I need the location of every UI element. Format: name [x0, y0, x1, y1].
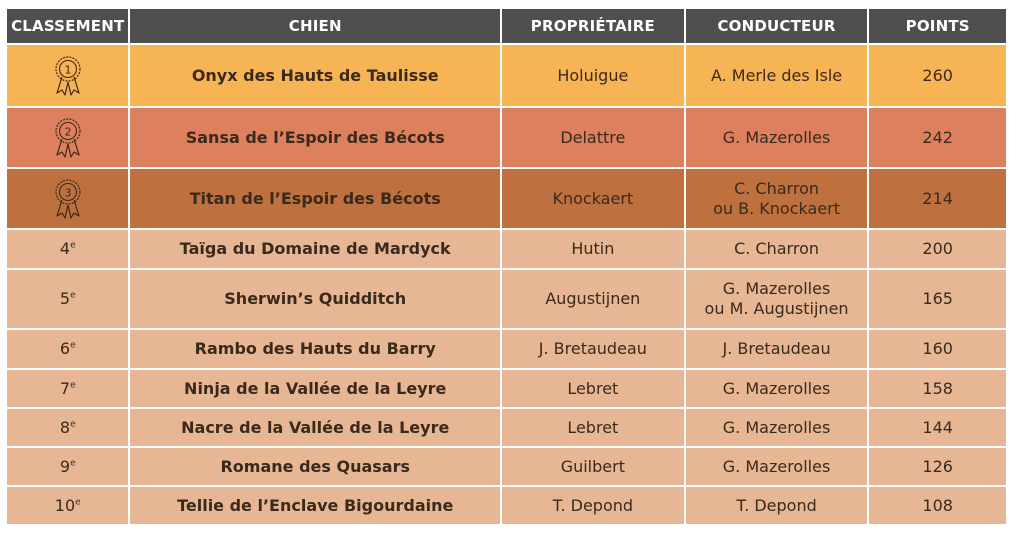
- points-value: 214: [869, 169, 1006, 228]
- owner-name: J. Bretaudeau: [502, 330, 684, 368]
- rank-cell: [7, 108, 128, 167]
- owner-name: Holuigue: [502, 45, 684, 106]
- table-row: [7, 270, 1006, 328]
- handler-name: G. Mazerolles: [686, 108, 868, 167]
- rank-cell: 4e: [7, 230, 128, 268]
- handler-name: C. Charron: [686, 230, 868, 268]
- header-dog: CHIEN: [130, 9, 499, 43]
- handler-name: G. Mazerolles: [686, 409, 868, 446]
- dog-name: Romane des Quasars: [130, 448, 499, 485]
- dog-name: Titan de l’Espoir des Bécots: [130, 169, 499, 228]
- points-value: 160: [869, 330, 1006, 368]
- rank-cell: 5e: [7, 270, 128, 328]
- points-value: 144: [869, 409, 1006, 446]
- rank-cell: 6e: [7, 330, 128, 368]
- dog-name: Sansa de l’Espoir des Bécots: [130, 108, 499, 167]
- points-value: 126: [869, 448, 1006, 485]
- medal-number: 2: [64, 125, 72, 138]
- owner-name: Delattre: [502, 108, 684, 167]
- dog-name: Ninja de la Vallée de la Leyre: [130, 370, 499, 407]
- handler-name: G. Mazerolles ou M. Augustijnen: [686, 270, 868, 328]
- medal-ribbon-icon: [53, 55, 83, 97]
- header-rank: CLASSEMENT: [7, 9, 128, 43]
- medal-number: 3: [64, 186, 72, 199]
- dog-name: Nacre de la Vallée de la Leyre: [130, 409, 499, 446]
- header-row: [7, 9, 1006, 43]
- rank-cell: 10e: [7, 487, 128, 524]
- owner-name: Guilbert: [502, 448, 684, 485]
- header-points: POINTS: [869, 9, 1006, 43]
- points-value: 108: [869, 487, 1006, 524]
- table-row: [7, 330, 1006, 368]
- points-value: 200: [869, 230, 1006, 268]
- rank-cell: 9e: [7, 448, 128, 485]
- owner-name: Lebret: [502, 409, 684, 446]
- owner-name: Hutin: [502, 230, 684, 268]
- handler-name: T. Depond: [686, 487, 868, 524]
- header-owner: PROPRIÉTAIRE: [502, 9, 684, 43]
- dog-name: Sherwin’s Quidditch: [130, 270, 499, 328]
- handler-name: G. Mazerolles: [686, 448, 868, 485]
- medal-number: 1: [64, 63, 72, 76]
- table-row: [7, 230, 1006, 268]
- table-row: [7, 370, 1006, 407]
- owner-name: T. Depond: [502, 487, 684, 524]
- points-value: 242: [869, 108, 1006, 167]
- rank-cell: [7, 169, 128, 228]
- dog-name: Onyx des Hauts de Taulisse: [130, 45, 499, 106]
- medal-ribbon-icon: [53, 178, 83, 220]
- dog-name: Taïga du Domaine de Mardyck: [130, 230, 499, 268]
- points-value: 158: [869, 370, 1006, 407]
- owner-name: Knockaert: [502, 169, 684, 228]
- dog-name: Rambo des Hauts du Barry: [130, 330, 499, 368]
- owner-name: Augustijnen: [502, 270, 684, 328]
- table-row: [7, 409, 1006, 446]
- ranking-table: [5, 7, 1008, 526]
- points-value: 165: [869, 270, 1006, 328]
- dog-name: Tellie de l’Enclave Bigourdaine: [130, 487, 499, 524]
- ranking-table-container: [5, 7, 1008, 526]
- table-row: [7, 169, 1006, 228]
- table-row: [7, 108, 1006, 167]
- rank-cell: 7e: [7, 370, 128, 407]
- handler-name: J. Bretaudeau: [686, 330, 868, 368]
- owner-name: Lebret: [502, 370, 684, 407]
- header-handler: CONDUCTEUR: [686, 9, 868, 43]
- handler-name: A. Merle des Isle: [686, 45, 868, 106]
- table-row: [7, 45, 1006, 106]
- rank-cell: [7, 45, 128, 106]
- table-row: [7, 487, 1006, 524]
- rank-cell: 8e: [7, 409, 128, 446]
- medal-ribbon-icon: [53, 117, 83, 159]
- handler-name: G. Mazerolles: [686, 370, 868, 407]
- handler-name: C. Charron ou B. Knockaert: [686, 169, 868, 228]
- table-row: [7, 448, 1006, 485]
- points-value: 260: [869, 45, 1006, 106]
